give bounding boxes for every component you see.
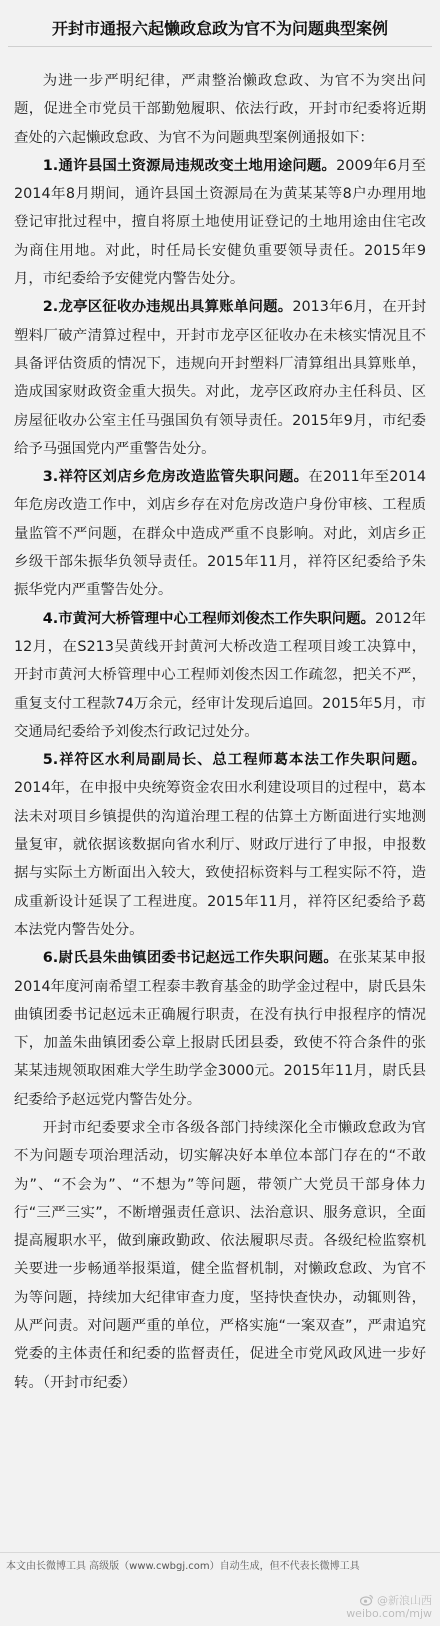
watermark-handle-text: @新浪山西 [377, 1594, 432, 1607]
article-title: 开封市通报六起懒政怠政为官不为问题典型案例 [51, 19, 388, 38]
case-paragraph-1 [14, 152, 426, 293]
case-heading-4: 4.市黄河大桥管理中心工程师刘俊杰工作失职问题。 [42, 610, 375, 627]
case-heading-6: 6.尉氏县朱曲镇团委书记赵远工作失职问题。 [42, 950, 339, 967]
case-heading-2: 2.龙亭区征收办违规出具算账单问题。 [42, 299, 293, 316]
case-heading-3: 3.祥符区刘店乡危房改造监管失职问题。 [42, 469, 309, 486]
generator-footer: 本文由长微博工具 高级版（www.cwbgj.com）自动生成，但不代表长微博工具 [6, 1561, 360, 1572]
weibo-watermark [346, 1594, 432, 1620]
case-paragraph-2 [14, 293, 426, 463]
case-paragraph-4 [14, 605, 426, 746]
case-heading-5: 5.祥符区水利局副局长、总工程师葛本法工作失职问题。 [42, 752, 426, 769]
case-body-4: 2012年12月，在S213吴黄线开封黄河大桥改造工程项目竣工决算中，开封市黄河大桥管理中心工程师刘俊杰因工作疏忽，把关不严，重复支付工程款74万余元，经审计发现后追回。2015年5月，市交通局纪委给予刘俊杰行政记过处分。 [14, 610, 427, 740]
case-heading-1: 1.通许县国土资源局违规改变土地用途问题。 [42, 157, 337, 174]
case-body-1: 2009年6月至2014年8月期间，通许县国土资源局在为黄某某等8户办理用地登记审批过程中，擅自将原土地使用证登记的土地用途由住宅改为商住用地。对此，时任局长安健负重要领导责任。2015年9月，市纪委给予安健党内警告处分。 [14, 157, 426, 288]
footer-divider [0, 1552, 440, 1553]
case-body-5: 2014年，在申报中央统筹资金农田水利建设项目的过程中，葛本法未对项目乡镇提供的沟道治理工程的估算土方断面进行实地测量复审，就依据该数据向省水利厅、财政厅进行了申报，申报数据与实际土方断面出入较大，致使招标资料与工程实际不符，造成重新设计延误了工程进度。2015年11月，祥符区纪委给予葛本法党内警告处分。 [14, 780, 426, 938]
case-body-3: 在2011年至2014年危房改造工作中，刘店乡存在对危房改造户身份审核、工程质量监管不严问题，在群众中造成严重不良影响。对此，刘店乡正乡级干部朱振华负领导责任。2015年11月，祥符区纪委给予朱振华党内严重警告处分。 [14, 469, 427, 599]
intro-paragraph: 为进一步严明纪律，严肃整治懒政怠政、为官不为突出问题，促进全市党员干部勤勉履职、依法行政，开封市纪委将近期查处的六起懒政怠政、为官不为问题典型案例通报如下： [14, 73, 426, 146]
closing-paragraph: 开封市纪委要求全市各级各部门持续深化全市懒政怠政为官不为问题专项治理活动，切实解决好本单位本部门存在的“不敢为”、“不会为”、“不想为”等问题，带领广大党员干部身体力行“三严三实”，不断增强责任意识、法治意识、服务意识，全面提高履职水平，做到廉政勤政、依法履职尽责。各级纪检监察机关要进一步畅通举报渠道，健全监督机制，对懒政怠政、为官不为等问题，持续加大纪律审查力度，坚持快查快办，动辄则咎，从严问责。对问题严重的单位，严格实施“一案双查”，严肃追究党委的主体责任和纪委的监督责任，促进全市党风政风进一步好转。（开封市纪委） [14, 1119, 426, 1391]
case-paragraph-5 [14, 746, 426, 944]
case-paragraph-3 [14, 463, 426, 604]
case-body-6: 在张某某申报2014年度河南希望工程泰丰教育基金的助学金过程中，尉氏县朱曲镇团委书记赵远未正确履行职责，在没有执行申报程序的情况下，加盖朱曲镇团委公章上报尉氏团县委，致使不符合条件的张某某违规领取困难大学生助学金3000元。2015年11月，尉氏县纪委给予赵远党内警告处分。 [14, 950, 426, 1108]
watermark-handle [346, 1594, 432, 1607]
weibo-logo-icon [360, 1594, 374, 1606]
watermark-url: weibo.com/mjw [346, 1607, 432, 1620]
case-paragraph-6 [14, 944, 426, 1114]
case-body-2: 2013年6月，在开封塑料厂破产清算过程中，开封市龙亭区征收办在未核实情况且不具备评估资质的情况下，违规向开封塑料厂清算组出具算账单，造成国家财政资金重大损失。对此，龙亭区政府办主任科员、区房屋征收办公室主任马强国负有领导责任。2015年9月，市纪委给予马强国党内严重警告处分。 [14, 299, 427, 457]
article-body [0, 47, 440, 1397]
